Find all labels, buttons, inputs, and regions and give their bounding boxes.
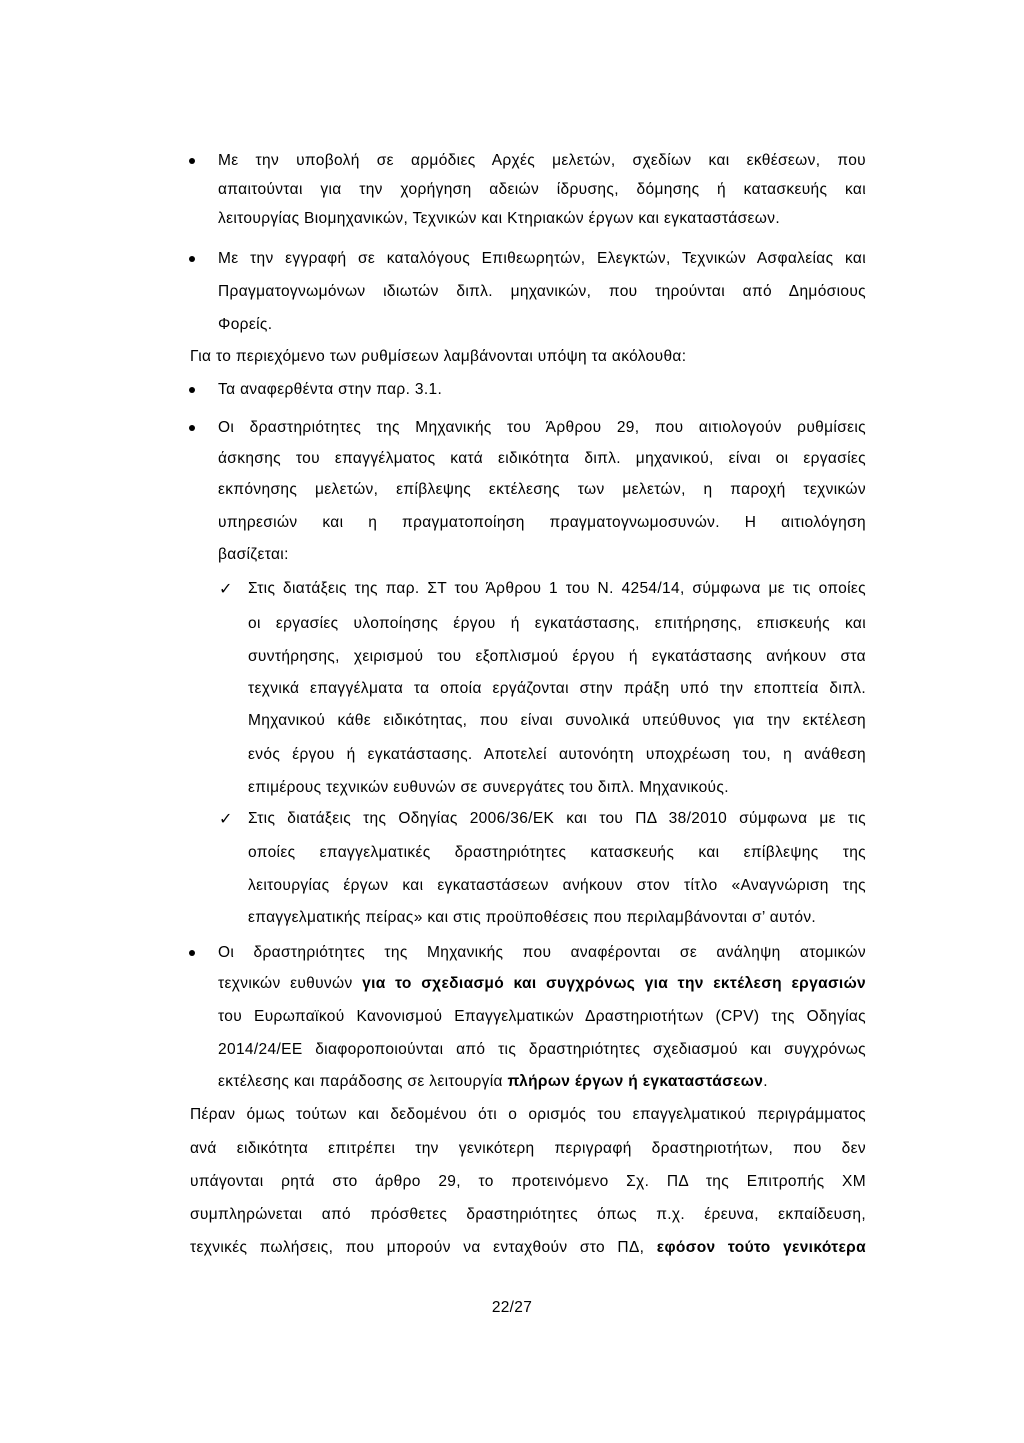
text-span: εκτέλεσης και παράδοσης σε λειτουργία (218, 1073, 508, 1090)
text-line: άσκησης του επαγγέλματος κατά ειδικότητα διπλ. μηχανικού, είναι οι εργασίες (218, 450, 866, 467)
text-span: τεχνικές πωλήσεις, που μπορούν να ενταχθούν στο ΠΔ, (190, 1239, 657, 1256)
text-line: Φορείς. (218, 316, 273, 333)
text-line: οι εργασίες υλοποίησης έργου ή εγκατάστασης, επιτήρησης, επισκευής και (248, 615, 866, 632)
text-line: Τα αναφερθέντα στην παρ. 3.1. (218, 381, 443, 398)
bullet-marker (189, 950, 195, 956)
paragraph-line: ανά ειδικότητα επιτρέπει την γενικότερη περιγραφή δραστηριοτήτων, που δεν (190, 1140, 866, 1157)
text-line: Στις διατάξεις της Οδηγίας 2006/36/ΕΚ και του ΠΔ 38/2010 σύμφωνα με τις (248, 810, 866, 827)
text-line: βασίζεται: (218, 546, 289, 563)
text-line: συντήρησης, χειρισμού του εξοπλισμού έργου ή εγκατάστασης ανήκουν στα (248, 648, 866, 665)
checkmark-icon: ✓ (219, 579, 233, 598)
text-line: Πραγματογνωμόνων ιδιωτών διπλ. μηχανικών, που τηρούνται από Δημόσιους (218, 283, 866, 300)
text-line: επαγγελματικής πείρας» και στις προϋποθέσεις που περιλαμβάνονται σ’ αυτόν. (248, 909, 817, 926)
text-line: Μηχανικού κάθε ειδικότητας, που είναι συνολικά υπεύθυνος για την εκτέλεση (248, 712, 866, 729)
bullet-marker (189, 425, 195, 431)
text-line: επιμέρους τεχνικών ευθυνών σε συνεργάτες του διπλ. Μηχανικούς. (248, 779, 729, 796)
bold-text-span: εφόσον τούτο γενικότερα (656, 1239, 866, 1256)
paragraph-line (190, 1238, 866, 1258)
paragraph-line: συμπληρώνεται από πρόσθετες δραστηριότητες όπως π.χ. έρευνα, εκπαίδευση, (190, 1206, 866, 1223)
text-line (218, 1072, 768, 1092)
bullet-marker (189, 387, 195, 393)
text-line: απαιτούνται για την χορήγηση αδειών ίδρυσης, δόμησης ή κατασκευής και (218, 181, 866, 198)
text-line: 2014/24/ΕΕ διαφοροποιούνται από τις δραστηριότητες σχεδιασμού και συγχρόνως (218, 1041, 866, 1058)
text-line: λειτουργίας Βιομηχανικών, Τεχνικών και Κτηριακών έργων και εγκαταστάσεων. (218, 210, 781, 227)
text-line: τεχνικά επαγγέλματα τα οποία εργάζονται στην πράξη υπό την εποπτεία διπλ. (248, 680, 866, 697)
text-line: λειτουργίας έργων και εγκαταστάσεων ανήκουν στον τίτλο «Αναγνώριση της (248, 877, 866, 894)
text-span: τεχνικών ευθυνών (218, 975, 363, 992)
paragraph-line: υπάγονται ρητά στο άρθρο 29, το προτεινόμενο Σχ. ΠΔ της Επιτροπής ΧΜ (190, 1173, 866, 1190)
text-line: ενός έργου ή εγκατάστασης. Αποτελεί αυτονόητη υποχρέωση του, η ανάθεση (248, 746, 866, 763)
checkmark-icon: ✓ (219, 809, 233, 828)
text-line: εκπόνησης μελετών, επίβλεψης εκτέλεσης των μελετών, η παροχή τεχνικών (218, 481, 866, 498)
bullet-marker (189, 256, 195, 262)
text-line: Με την εγγραφή σε καταλόγους Επιθεωρητών, Ελεγκτών, Τεχνικών Ασφαλείας και (218, 250, 866, 267)
text-line: οποίες επαγγελματικές δραστηριότητες κατασκευής και επίβλεψης της (248, 844, 866, 861)
bullet-marker (189, 158, 195, 164)
paragraph-line: Για το περιεχόμενο των ρυθμίσεων λαμβάνονται υπόψη τα ακόλουθα: (190, 348, 687, 365)
text-line: Στις διατάξεις της παρ. ΣΤ του Άρθρου 1 του Ν. 4254/14, σύμφωνα με τις οποίες (248, 580, 866, 597)
text-line: του Ευρωπαϊκού Κανονισμού Επαγγελματικών Δραστηριοτήτων (CPV) της Οδηγίας (218, 1008, 866, 1025)
bold-text-span: για το σχεδιασμό και συγχρόνως για την εκτέλεση εργασιών (362, 975, 866, 992)
page-number: 22/27 (491, 1299, 533, 1316)
text-line: υπηρεσιών και η πραγματοποίηση πραγματογνωμοσυνών. Η αιτιολόγηση (218, 514, 866, 531)
bold-text-span: πλήρων έργων ή εγκαταστάσεων (507, 1073, 764, 1090)
text-line: Με την υποβολή σε αρμόδιες Αρχές μελετών, σχεδίων και εκθέσεων, που (218, 152, 866, 169)
paragraph-line: Πέραν όμως τούτων και δεδομένου ότι ο ορισμός του επαγγελματικού περιγράμματος (190, 1106, 866, 1123)
text-span: . (763, 1073, 768, 1090)
text-line: Οι δραστηριότητες της Μηχανικής του Άρθρου 29, που αιτιολογούν ρυθμίσεις (218, 419, 866, 436)
text-line (218, 974, 866, 994)
text-line: Οι δραστηριότητες της Μηχανικής που αναφέρονται σε ανάληψη ατομικών (218, 944, 866, 961)
